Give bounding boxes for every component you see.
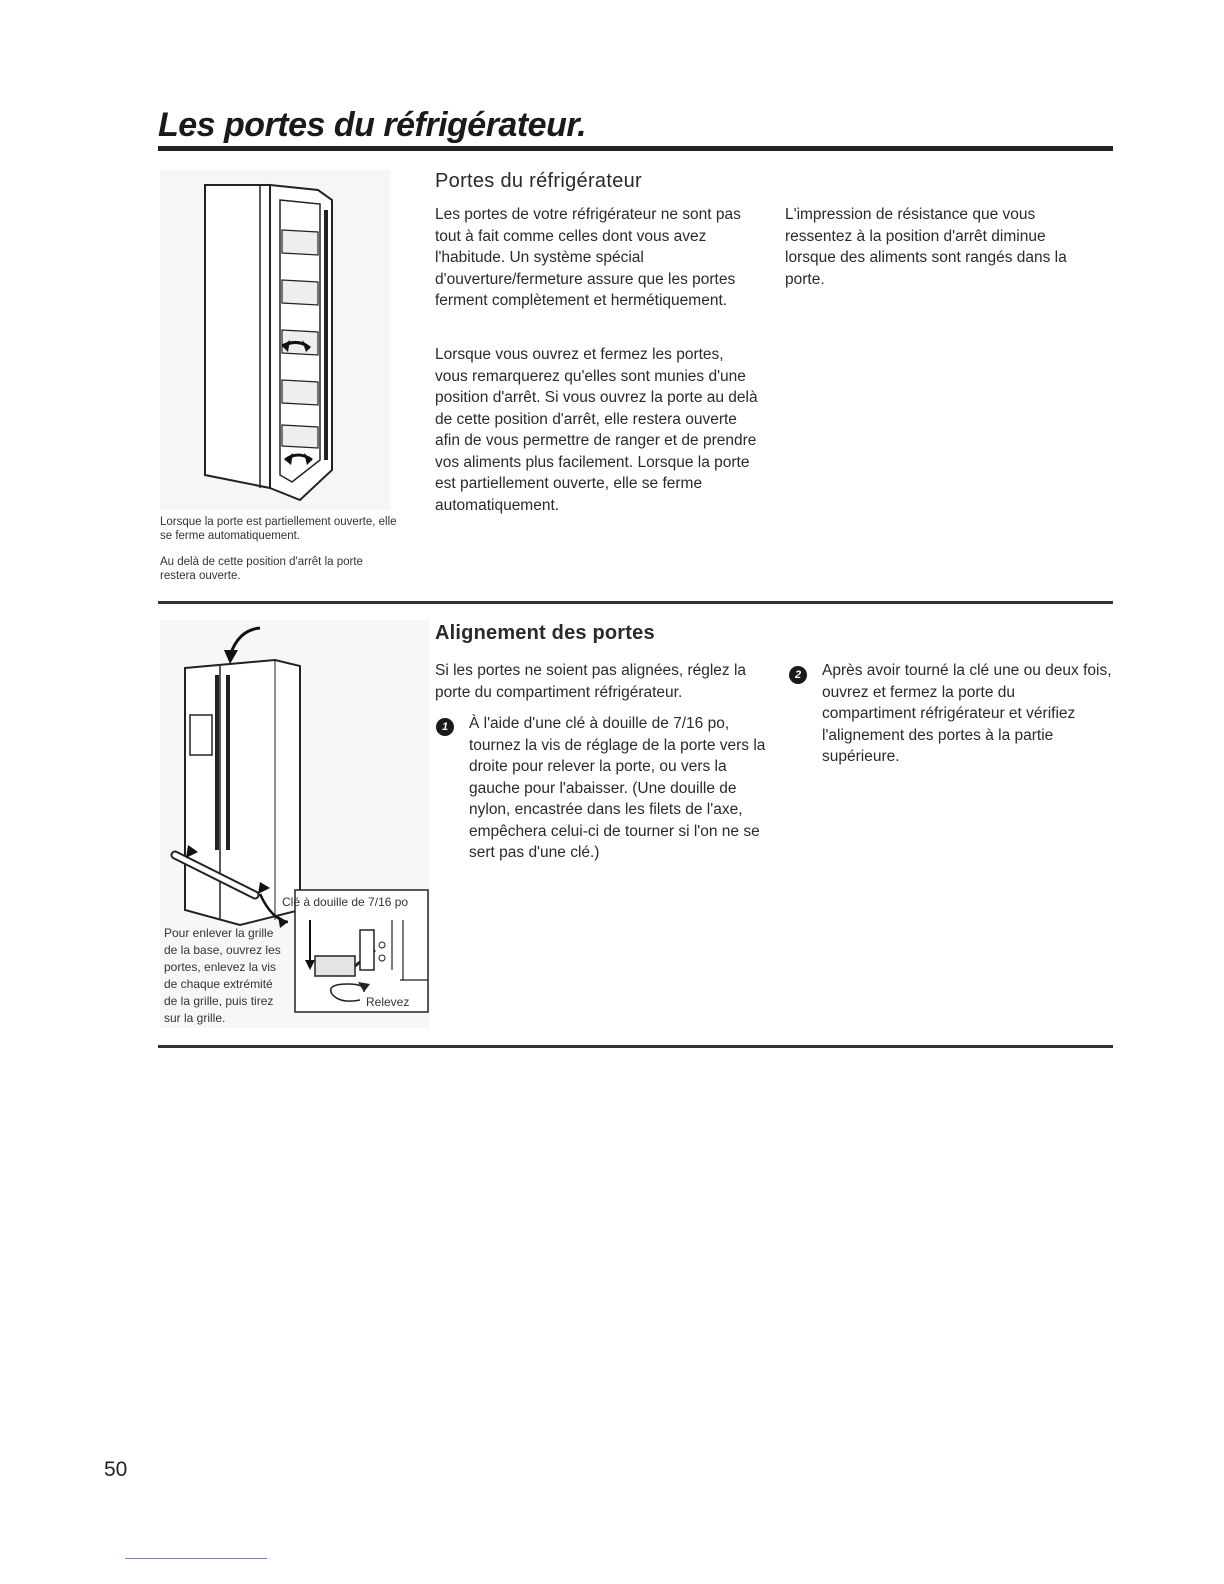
page-title: Les portes du réfrigérateur.: [158, 106, 587, 144]
step1-text: À l'aide d'une clé à douille de 7/16 po, tournez la vis de réglage de la porte vers la droite pour relever la porte, ou vers la gauche pour l'abaisser. (Une douille de nylon, encastrée dans les filets de l'axe, empêchera celui-ci de tourner si l'on ne se sert pas d'une clé.): [469, 715, 766, 861]
section2-intro: Si les portes ne soient pas alignées, réglez la porte du compartiment réfrigérateur.: [435, 662, 747, 701]
step2-number-icon: 2: [789, 666, 807, 684]
door-figure-caption-2: Au delà de cette position d'arrêt la porte restera ouverte.: [160, 556, 363, 582]
section1-title: Portes du réfrigérateur: [435, 170, 642, 192]
section-divider: [158, 601, 1113, 604]
section1-para2: Lorsque vous ouvrez et fermez les portes, vous remarquerez qu'elles sont munies d'une position d'arrêt. Si vous ouvrez la porte au delà de cette position d'arrêt, elle restera ouverte afin de vous permettre de ranger et de prendre vos aliments plus facilement. Lorsque la porte est partiellement ouverte, elle se ferme automatiquement.: [435, 346, 758, 514]
grille-label-3: portes, enlevez la vis: [164, 960, 277, 974]
section1-para3: L'impression de résistance que vous ressentez à la position d'arrêt diminue lorsque des aliments sont rangés dans la porte.: [785, 206, 1067, 288]
door-figure-caption-1: Lorsque la porte est partiellement ouverte, elle se ferme automatiquement.: [160, 516, 397, 542]
step1-number-icon: 1: [436, 718, 454, 736]
wrench-label: Clé à douille de 7/16 po: [282, 895, 409, 909]
grille-label-2: de la base, ouvrez les: [164, 943, 281, 957]
section1-para1: Les portes de votre réfrigérateur ne sont pas tout à fait comme celles dont vous avez l'habitude. Un système spécial d'ouverture/fermeture assure que les portes ferment complètement et hermétiquement.: [435, 206, 741, 309]
alignment-figure: [160, 620, 430, 1028]
title-rule: [158, 146, 1113, 151]
step2-text: Après avoir tourné la clé une ou deux fois, ouvrez et fermez la porte du compartiment réfrigérateur et vérifiez l'alignement des portes à la partie supérieure.: [822, 662, 1112, 765]
grille-label-5: de la grille, puis tirez: [164, 994, 274, 1008]
grille-label-1: Pour enlever la grille: [164, 926, 274, 940]
grille-label-6: sur la grille.: [164, 1011, 226, 1025]
raise-label: Relevez: [366, 995, 410, 1009]
grille-label-4: de chaque extrémité: [164, 977, 273, 991]
bottom-rule: [158, 1045, 1113, 1048]
footer-line: [125, 1558, 267, 1559]
page-number: 50: [104, 1458, 128, 1481]
door-figure: [160, 170, 390, 510]
section2-title: Alignement des portes: [435, 622, 655, 644]
